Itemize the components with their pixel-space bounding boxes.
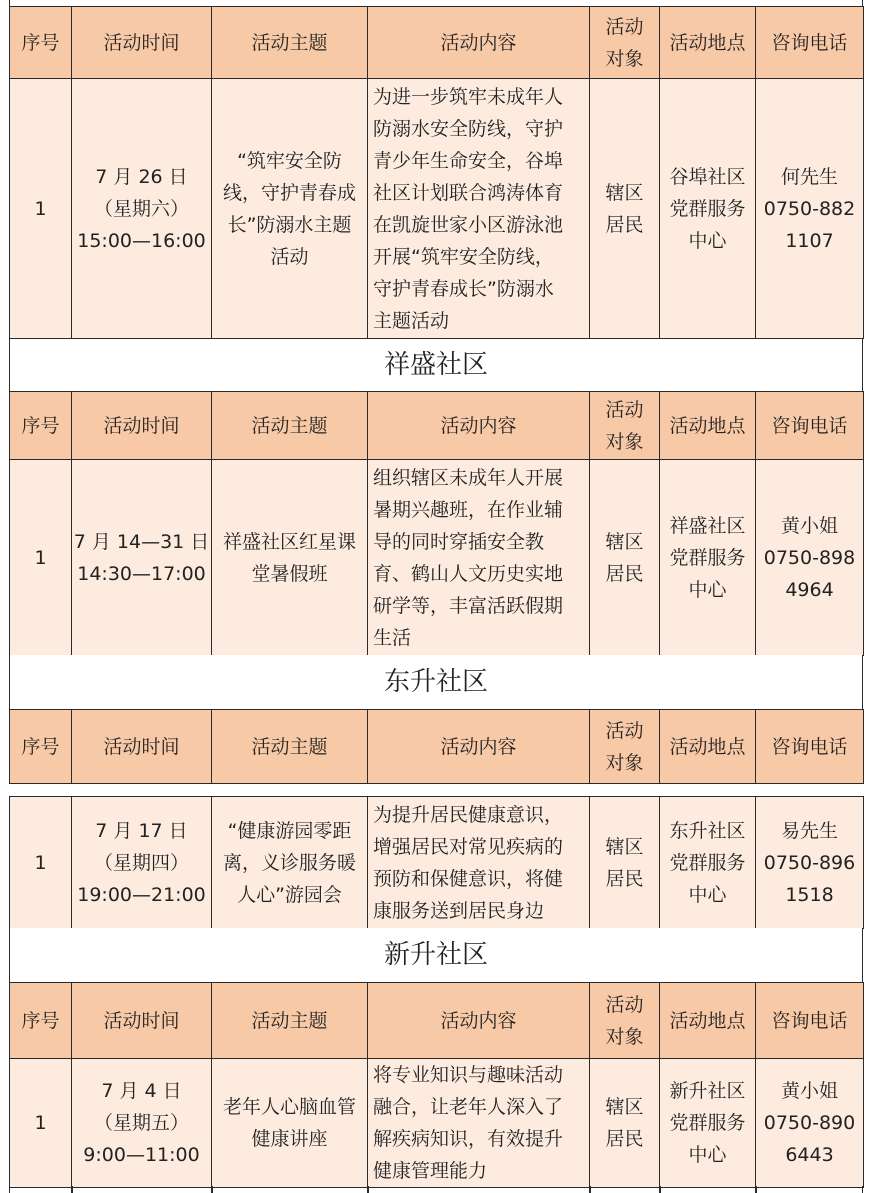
header-content: 活动内容 bbox=[368, 7, 590, 79]
cell-content bbox=[368, 460, 590, 656]
cell-contact bbox=[756, 797, 864, 929]
cell-time-line: 7 月 14—31 日 bbox=[73, 530, 210, 553]
cell-theme-line: 离，义诊服务暖 bbox=[222, 851, 356, 874]
header-row bbox=[10, 7, 864, 79]
cell-time-line: 15:00—16:00 bbox=[77, 229, 206, 252]
header-row bbox=[10, 983, 864, 1059]
cell-contact bbox=[756, 460, 864, 656]
cell-time bbox=[72, 1059, 212, 1188]
section-gubu bbox=[9, 6, 863, 339]
cell-content-line: 将专业知识与趣味活动 bbox=[373, 1064, 564, 1086]
cell-content-line: 解疾病知识，有效提升 bbox=[373, 1128, 564, 1150]
header-contact: 咨询电话 bbox=[756, 7, 864, 79]
cell-time-line: （星期六） bbox=[93, 197, 189, 220]
cell-location bbox=[660, 797, 756, 929]
header-no: 序号 bbox=[10, 392, 72, 460]
cell-content-line: 导的同时穿插安全教 bbox=[373, 530, 545, 553]
cell-location-line: 谷埠社区 bbox=[669, 165, 746, 188]
cell-theme-line: 人心”游园会 bbox=[237, 883, 342, 906]
cell-location-line: 中心 bbox=[688, 229, 727, 252]
header-contact: 咨询电话 bbox=[756, 392, 864, 460]
header-content: 活动内容 bbox=[368, 392, 590, 460]
cell-content-line: 暑期兴趣班，在作业辅 bbox=[373, 498, 564, 521]
cell-contact-line: 1107 bbox=[785, 229, 834, 252]
cell-time-line: 14:30—17:00 bbox=[77, 562, 206, 585]
cell-time-line: 7 月 4 日 bbox=[101, 1080, 182, 1102]
section-xiangsheng bbox=[9, 391, 863, 656]
cell-time bbox=[72, 79, 212, 339]
section-dongsheng-header bbox=[9, 709, 863, 784]
cell-time-line: （星期五） bbox=[93, 1112, 189, 1134]
cell-target-line: 居民 bbox=[605, 1128, 644, 1150]
cell-time-line: （星期四） bbox=[93, 851, 189, 874]
cell-no bbox=[10, 797, 72, 929]
header-row bbox=[10, 392, 864, 460]
cell-no-line: 1 bbox=[34, 197, 47, 220]
cell-target-line: 辖区 bbox=[605, 1096, 644, 1118]
schedule-table bbox=[9, 982, 864, 1188]
cell-contact-line: 0750-898 bbox=[763, 546, 856, 569]
header-target: 活动 对象 bbox=[590, 392, 660, 460]
cell-location bbox=[660, 79, 756, 339]
table-row bbox=[10, 79, 864, 339]
cell-theme bbox=[212, 460, 368, 656]
cell-theme-line: 老年人心脑血管 bbox=[222, 1096, 356, 1118]
cell-location-line: 中心 bbox=[688, 578, 727, 601]
cell-location-line: 祥盛社区 bbox=[669, 514, 746, 537]
cell-theme bbox=[212, 1059, 368, 1188]
cell-location bbox=[660, 460, 756, 656]
cell-theme-line: 堂暑假班 bbox=[251, 562, 328, 585]
cell-time-line: 9:00—11:00 bbox=[83, 1144, 200, 1166]
header-location: 活动地点 bbox=[660, 983, 756, 1059]
cell-contact-line: 4964 bbox=[785, 578, 834, 601]
section-dongsheng-body bbox=[9, 796, 863, 929]
schedule-table bbox=[9, 6, 864, 339]
cell-target-line: 居民 bbox=[605, 562, 644, 585]
cell-content-line: 在凯旋世家小区游泳池 bbox=[373, 213, 564, 236]
cell-content-line: 主题活动 bbox=[373, 309, 450, 332]
cell-theme bbox=[212, 797, 368, 929]
header-location: 活动地点 bbox=[660, 392, 756, 460]
cell-location-line: 党群服务 bbox=[669, 546, 746, 569]
cell-content-line: 康服务送到居民身边 bbox=[373, 899, 545, 922]
header-location: 活动地点 bbox=[660, 710, 756, 784]
cell-content-line: 研学等，丰富活跃假期 bbox=[373, 594, 564, 617]
cell-no bbox=[10, 460, 72, 656]
cell-location bbox=[660, 1059, 756, 1188]
cell-content-line: 健康管理能力 bbox=[373, 1160, 488, 1182]
header-time: 活动时间 bbox=[72, 7, 212, 79]
header-no: 序号 bbox=[10, 983, 72, 1059]
header-content: 活动内容 bbox=[368, 710, 590, 784]
header-theme: 活动主题 bbox=[212, 7, 368, 79]
header-theme: 活动主题 bbox=[212, 983, 368, 1059]
cell-target-line: 辖区 bbox=[605, 835, 644, 858]
cell-contact-line: 0750-890 bbox=[763, 1112, 856, 1134]
cell-content-line: 守护青春成长”防溺水 bbox=[373, 277, 554, 300]
header-no: 序号 bbox=[10, 710, 72, 784]
cell-content-line: 增强居民对常见疾病的 bbox=[373, 835, 564, 858]
cell-location-line: 东升社区 bbox=[669, 819, 746, 842]
table-row bbox=[10, 797, 864, 929]
cell-contact bbox=[756, 1059, 864, 1188]
header-time: 活动时间 bbox=[72, 392, 212, 460]
header-target: 活动 对象 bbox=[590, 7, 660, 79]
cell-content-line: 生活 bbox=[373, 626, 412, 649]
header-theme: 活动主题 bbox=[212, 710, 368, 784]
schedule-table bbox=[9, 796, 864, 929]
header-location: 活动地点 bbox=[660, 7, 756, 79]
cell-location-line: 党群服务 bbox=[669, 851, 746, 874]
cell-content-line: 防溺水安全防线，守护 bbox=[373, 117, 564, 140]
cell-theme-line: 线，守护青春成 bbox=[222, 181, 356, 204]
cell-location-line: 党群服务 bbox=[669, 197, 746, 220]
table-row bbox=[10, 1059, 864, 1188]
cell-contact-line: 黄小姐 bbox=[780, 1080, 838, 1102]
cell-theme-line: 活动 bbox=[270, 245, 309, 268]
cell-contact-line: 黄小姐 bbox=[780, 514, 838, 537]
cell-content-line: 预防和保健意识，将健 bbox=[373, 867, 564, 890]
cell-theme-line: 健康讲座 bbox=[251, 1128, 328, 1150]
header-target: 活动 对象 bbox=[590, 710, 660, 784]
cell-time bbox=[72, 797, 212, 929]
table-continuation bbox=[9, 1186, 863, 1193]
cell-theme-line: “健康游园零距 bbox=[227, 819, 352, 842]
section-title: 东升社区 bbox=[9, 655, 863, 709]
cell-no-line: 1 bbox=[34, 546, 47, 569]
cell-target bbox=[590, 1059, 660, 1188]
cell-target bbox=[590, 460, 660, 656]
schedule-table bbox=[9, 709, 864, 784]
schedule-table bbox=[9, 391, 864, 656]
cell-contact-line: 何先生 bbox=[780, 165, 838, 188]
cell-content-line: 融合，让老年人深入了 bbox=[373, 1096, 564, 1118]
cell-target-line: 居民 bbox=[605, 213, 644, 236]
cell-time-line: 7 月 26 日 bbox=[95, 165, 188, 188]
cell-target-line: 居民 bbox=[605, 867, 644, 890]
cell-content-line: 为提升居民健康意识， bbox=[373, 803, 564, 826]
cell-contact-line: 0750-882 bbox=[763, 197, 856, 220]
section-title: 新升社区 bbox=[9, 928, 863, 982]
header-time: 活动时间 bbox=[72, 710, 212, 784]
cell-target-line: 辖区 bbox=[605, 181, 644, 204]
section-title: 祥盛社区 bbox=[9, 339, 863, 391]
cell-location-line: 中心 bbox=[688, 883, 727, 906]
section-xinsheng bbox=[9, 982, 863, 1188]
cell-content-line: 为进一步筑牢未成年人 bbox=[373, 85, 564, 108]
header-theme: 活动主题 bbox=[212, 392, 368, 460]
cell-contact-line: 6443 bbox=[785, 1144, 834, 1166]
header-contact: 咨询电话 bbox=[756, 983, 864, 1059]
cell-no bbox=[10, 1059, 72, 1188]
cell-content-line: 组织辖区未成年人开展 bbox=[373, 466, 564, 489]
cell-content-line: 育、鹤山人文历史实地 bbox=[373, 562, 564, 585]
header-no: 序号 bbox=[10, 7, 72, 79]
cell-target bbox=[590, 797, 660, 929]
cell-target bbox=[590, 79, 660, 339]
cell-contact-line: 0750-896 bbox=[763, 851, 856, 874]
header-contact: 咨询电话 bbox=[756, 710, 864, 784]
cell-no-line: 1 bbox=[34, 1112, 47, 1134]
cell-target-line: 辖区 bbox=[605, 530, 644, 553]
cell-location-line: 中心 bbox=[688, 1144, 727, 1166]
cell-time bbox=[72, 460, 212, 656]
cell-no-line: 1 bbox=[34, 851, 47, 874]
cell-location-line: 党群服务 bbox=[669, 1112, 746, 1134]
cell-content-line: 青少年生命安全，谷埠 bbox=[373, 149, 564, 172]
cell-no bbox=[10, 79, 72, 339]
cell-content bbox=[368, 79, 590, 339]
cell-contact-line: 1518 bbox=[785, 883, 834, 906]
cell-time-line: 7 月 17 日 bbox=[95, 819, 188, 842]
cell-theme-line: 长”防溺水主题 bbox=[227, 213, 352, 236]
cell-contact bbox=[756, 79, 864, 339]
cell-theme-line: “筑牢安全防 bbox=[237, 149, 342, 172]
cell-content-line: 开展“筑牢安全防线， bbox=[373, 245, 554, 268]
cell-content-line: 社区计划联合鸿涛体育 bbox=[373, 181, 564, 204]
cell-content bbox=[368, 797, 590, 929]
header-target: 活动 对象 bbox=[590, 983, 660, 1059]
cell-content bbox=[368, 1059, 590, 1188]
header-content: 活动内容 bbox=[368, 983, 590, 1059]
cell-contact-line: 易先生 bbox=[780, 819, 838, 842]
table-row bbox=[10, 460, 864, 656]
header-row bbox=[10, 710, 864, 784]
cell-theme-line: 祥盛社区红星课 bbox=[222, 530, 356, 553]
cell-time-line: 19:00—21:00 bbox=[77, 883, 206, 906]
cell-theme bbox=[212, 79, 368, 339]
cell-location-line: 新升社区 bbox=[669, 1080, 746, 1102]
header-time: 活动时间 bbox=[72, 983, 212, 1059]
